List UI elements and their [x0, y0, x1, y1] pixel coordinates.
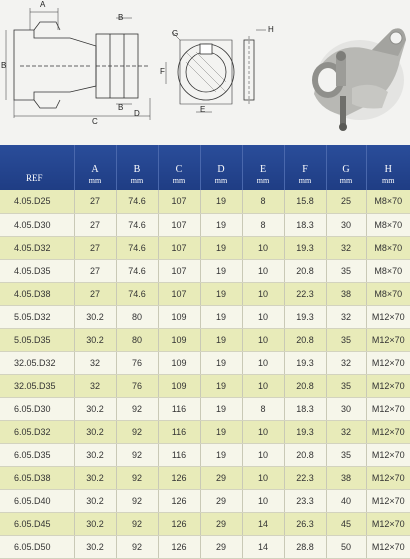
table-cell: 74.6 [116, 236, 158, 259]
table-cell-ref: 6.05.D40 [0, 489, 74, 512]
table-cell: 19 [200, 328, 242, 351]
table-cell-ref: 5.05.D35 [0, 328, 74, 351]
column-unit: mm [75, 175, 116, 186]
table-cell-ref: 6.05.D45 [0, 512, 74, 535]
table-cell: 29 [200, 535, 242, 558]
table-cell-ref: 6.05.D50 [0, 535, 74, 558]
table-cell: 27 [74, 213, 116, 236]
table-cell: 8 [242, 397, 284, 420]
table-row [0, 374, 410, 397]
dimension-a-label: A [40, 1, 45, 9]
dimension-b-top-label: B [118, 14, 123, 22]
table-cell: 92 [116, 397, 158, 420]
table-cell: 10 [242, 489, 284, 512]
table-cell: 26.3 [284, 512, 326, 535]
table-cell: 116 [158, 420, 200, 443]
table-cell: 20.8 [284, 328, 326, 351]
table-cell: 29 [200, 489, 242, 512]
specification-table [0, 145, 410, 559]
table-cell: 27 [74, 190, 116, 213]
table-cell: 29 [200, 512, 242, 535]
column-unit: mm [243, 175, 284, 186]
table-cell: 107 [158, 236, 200, 259]
table-cell: 80 [116, 328, 158, 351]
table-cell: 10 [242, 351, 284, 374]
table-cell: 107 [158, 259, 200, 282]
table-row [0, 535, 410, 558]
dimension-f-label: F [160, 68, 165, 76]
table-row [0, 397, 410, 420]
technical-drawing [0, 0, 410, 145]
column-unit: mm [285, 175, 326, 186]
table-cell: 19.3 [284, 351, 326, 374]
column-header-e [242, 145, 284, 190]
table-cell: 10 [242, 236, 284, 259]
table-cell: 35 [326, 374, 366, 397]
table-cell: 32 [326, 305, 366, 328]
technical-drawing-area [0, 0, 410, 145]
table-row [0, 236, 410, 259]
column-letter: E [260, 164, 266, 175]
table-cell: M12×70 [366, 489, 410, 512]
table-cell: 107 [158, 213, 200, 236]
table-cell-ref: 6.05.D38 [0, 466, 74, 489]
table-cell: 19 [200, 305, 242, 328]
dimension-d-label: D [134, 110, 140, 118]
table-cell: 74.6 [116, 213, 158, 236]
table-cell: 126 [158, 535, 200, 558]
table-cell: 19.3 [284, 420, 326, 443]
table-cell: 80 [116, 305, 158, 328]
table-cell: 10 [242, 374, 284, 397]
table-cell: 107 [158, 282, 200, 305]
table-cell: 76 [116, 374, 158, 397]
yoke-product-image [312, 28, 406, 131]
column-letter: D [217, 164, 224, 175]
column-letter: C [176, 164, 183, 175]
table-cell: M8×70 [366, 236, 410, 259]
table-row [0, 282, 410, 305]
table-cell: 35 [326, 328, 366, 351]
table-cell-ref: 32.05.D35 [0, 374, 74, 397]
table-cell: M12×70 [366, 351, 410, 374]
bore-section-view [166, 30, 266, 112]
column-letter: B [134, 164, 141, 175]
table-cell: 109 [158, 305, 200, 328]
table-row [0, 420, 410, 443]
table-cell: 19 [200, 236, 242, 259]
table-cell: 38 [326, 282, 366, 305]
table-cell: 30.2 [74, 535, 116, 558]
table-cell: 74.6 [116, 259, 158, 282]
table-cell: M8×70 [366, 190, 410, 213]
table-cell: 19 [200, 190, 242, 213]
table-cell: 32 [326, 420, 366, 443]
table-row [0, 328, 410, 351]
table-cell: 18.3 [284, 213, 326, 236]
column-unit: mm [159, 175, 200, 186]
table-cell: M12×70 [366, 443, 410, 466]
table-cell: 107 [158, 190, 200, 213]
table-cell: 109 [158, 351, 200, 374]
table-cell: 92 [116, 443, 158, 466]
column-unit: mm [117, 175, 158, 186]
column-header-f [284, 145, 326, 190]
table-cell-ref: 32.05.D32 [0, 351, 74, 374]
table-row [0, 466, 410, 489]
table-cell: 40 [326, 489, 366, 512]
table-cell: 45 [326, 512, 366, 535]
table-cell: 15.8 [284, 190, 326, 213]
table-cell: 35 [326, 259, 366, 282]
column-header-c [158, 145, 200, 190]
dimension-b-bottom-label: B [118, 104, 123, 112]
table-cell: 30.2 [74, 397, 116, 420]
table-cell: M8×70 [366, 259, 410, 282]
table-cell: 27 [74, 259, 116, 282]
table-cell: 30.2 [74, 443, 116, 466]
table-cell: M12×70 [366, 535, 410, 558]
table-cell: 14 [242, 535, 284, 558]
dimension-g-label: G [172, 30, 178, 38]
table-cell: 74.6 [116, 282, 158, 305]
table-cell: 10 [242, 466, 284, 489]
table-cell: 109 [158, 374, 200, 397]
table-cell-ref: 5.05.D32 [0, 305, 74, 328]
table-cell: 19.3 [284, 236, 326, 259]
table-cell: 19 [200, 374, 242, 397]
table-cell-ref: 6.05.D30 [0, 397, 74, 420]
column-header-a [74, 145, 116, 190]
table-cell: 126 [158, 466, 200, 489]
table-cell: M12×70 [366, 512, 410, 535]
table-cell: 10 [242, 328, 284, 351]
table-cell: M8×70 [366, 213, 410, 236]
dimension-h-label: H [268, 26, 274, 34]
table-cell-ref: 4.05.D30 [0, 213, 74, 236]
table-cell: 30.2 [74, 328, 116, 351]
table-cell-ref: 4.05.D35 [0, 259, 74, 282]
table-cell: 19 [200, 259, 242, 282]
table-cell: 116 [158, 443, 200, 466]
column-unit: mm [367, 175, 410, 186]
column-letter: G [342, 164, 349, 175]
table-cell: 29 [200, 466, 242, 489]
table-cell: 20.8 [284, 443, 326, 466]
table-cell: 92 [116, 512, 158, 535]
column-header-g [326, 145, 366, 190]
table-cell: 10 [242, 259, 284, 282]
table-cell: 30.2 [74, 305, 116, 328]
table-cell: 19 [200, 282, 242, 305]
table-cell: 92 [116, 420, 158, 443]
column-header-d [200, 145, 242, 190]
yoke-side-view [6, 8, 150, 120]
table-cell: 10 [242, 420, 284, 443]
specification-table-area [0, 145, 410, 534]
table-row [0, 443, 410, 466]
table-cell: 19 [200, 420, 242, 443]
dimension-b-left-label: B [1, 62, 6, 70]
table-cell: 30 [326, 213, 366, 236]
table-cell: M12×70 [366, 374, 410, 397]
table-cell: 30 [326, 397, 366, 420]
table-cell: 32 [74, 374, 116, 397]
table-cell: 18.3 [284, 397, 326, 420]
table-cell-ref: 6.05.D35 [0, 443, 74, 466]
table-cell: 8 [242, 190, 284, 213]
table-row [0, 305, 410, 328]
table-cell: M12×70 [366, 397, 410, 420]
table-cell: 8 [242, 213, 284, 236]
column-letter: H [385, 164, 392, 175]
column-header-h [366, 145, 410, 190]
dimension-e-label: E [200, 106, 205, 114]
column-letter: F [302, 164, 308, 175]
table-cell: 22.3 [284, 282, 326, 305]
table-body [0, 190, 410, 558]
table-cell: 28.8 [284, 535, 326, 558]
column-unit: mm [201, 175, 242, 186]
table-cell: 25 [326, 190, 366, 213]
table-cell: M12×70 [366, 328, 410, 351]
table-header-row [0, 145, 410, 190]
table-cell: 19 [200, 397, 242, 420]
table-cell: M12×70 [366, 305, 410, 328]
column-header-ref: REF [0, 145, 74, 190]
table-cell: M12×70 [366, 466, 410, 489]
table-cell: 23.3 [284, 489, 326, 512]
table-cell: 20.8 [284, 259, 326, 282]
table-cell: 30.2 [74, 512, 116, 535]
table-cell: 35 [326, 443, 366, 466]
table-row [0, 512, 410, 535]
table-cell: 19 [200, 213, 242, 236]
table-row [0, 351, 410, 374]
column-unit: mm [327, 175, 366, 186]
table-row [0, 259, 410, 282]
table-cell: 74.6 [116, 190, 158, 213]
table-cell: 27 [74, 282, 116, 305]
table-cell: 92 [116, 535, 158, 558]
table-cell-ref: 4.05.D25 [0, 190, 74, 213]
table-cell: 126 [158, 489, 200, 512]
table-cell: 92 [116, 489, 158, 512]
table-cell: 30.2 [74, 420, 116, 443]
table-cell: 10 [242, 443, 284, 466]
table-cell: M8×70 [366, 282, 410, 305]
table-cell-ref: 4.05.D32 [0, 236, 74, 259]
table-cell: 76 [116, 351, 158, 374]
table-cell: 32 [74, 351, 116, 374]
table-row [0, 213, 410, 236]
table-cell: 22.3 [284, 466, 326, 489]
table-cell: 14 [242, 512, 284, 535]
table-cell: 10 [242, 282, 284, 305]
table-cell: 32 [326, 351, 366, 374]
table-cell: 38 [326, 466, 366, 489]
table-cell: 10 [242, 305, 284, 328]
column-header-b [116, 145, 158, 190]
table-cell: 126 [158, 512, 200, 535]
table-cell-ref: 4.05.D38 [0, 282, 74, 305]
table-cell: 116 [158, 397, 200, 420]
table-row [0, 190, 410, 213]
table-cell: 19 [200, 351, 242, 374]
table-cell: 27 [74, 236, 116, 259]
table-cell: 92 [116, 466, 158, 489]
column-letter: A [91, 164, 98, 175]
table-cell: 109 [158, 328, 200, 351]
dimension-c-label: C [92, 118, 98, 126]
table-cell-ref: 6.05.D32 [0, 420, 74, 443]
table-row [0, 489, 410, 512]
table-cell: 30.2 [74, 489, 116, 512]
table-cell: 50 [326, 535, 366, 558]
table-cell: 20.8 [284, 374, 326, 397]
table-cell: 32 [326, 236, 366, 259]
table-cell: 19.3 [284, 305, 326, 328]
table-cell: M12×70 [366, 420, 410, 443]
table-cell: 30.2 [74, 466, 116, 489]
table-cell: 19 [200, 443, 242, 466]
